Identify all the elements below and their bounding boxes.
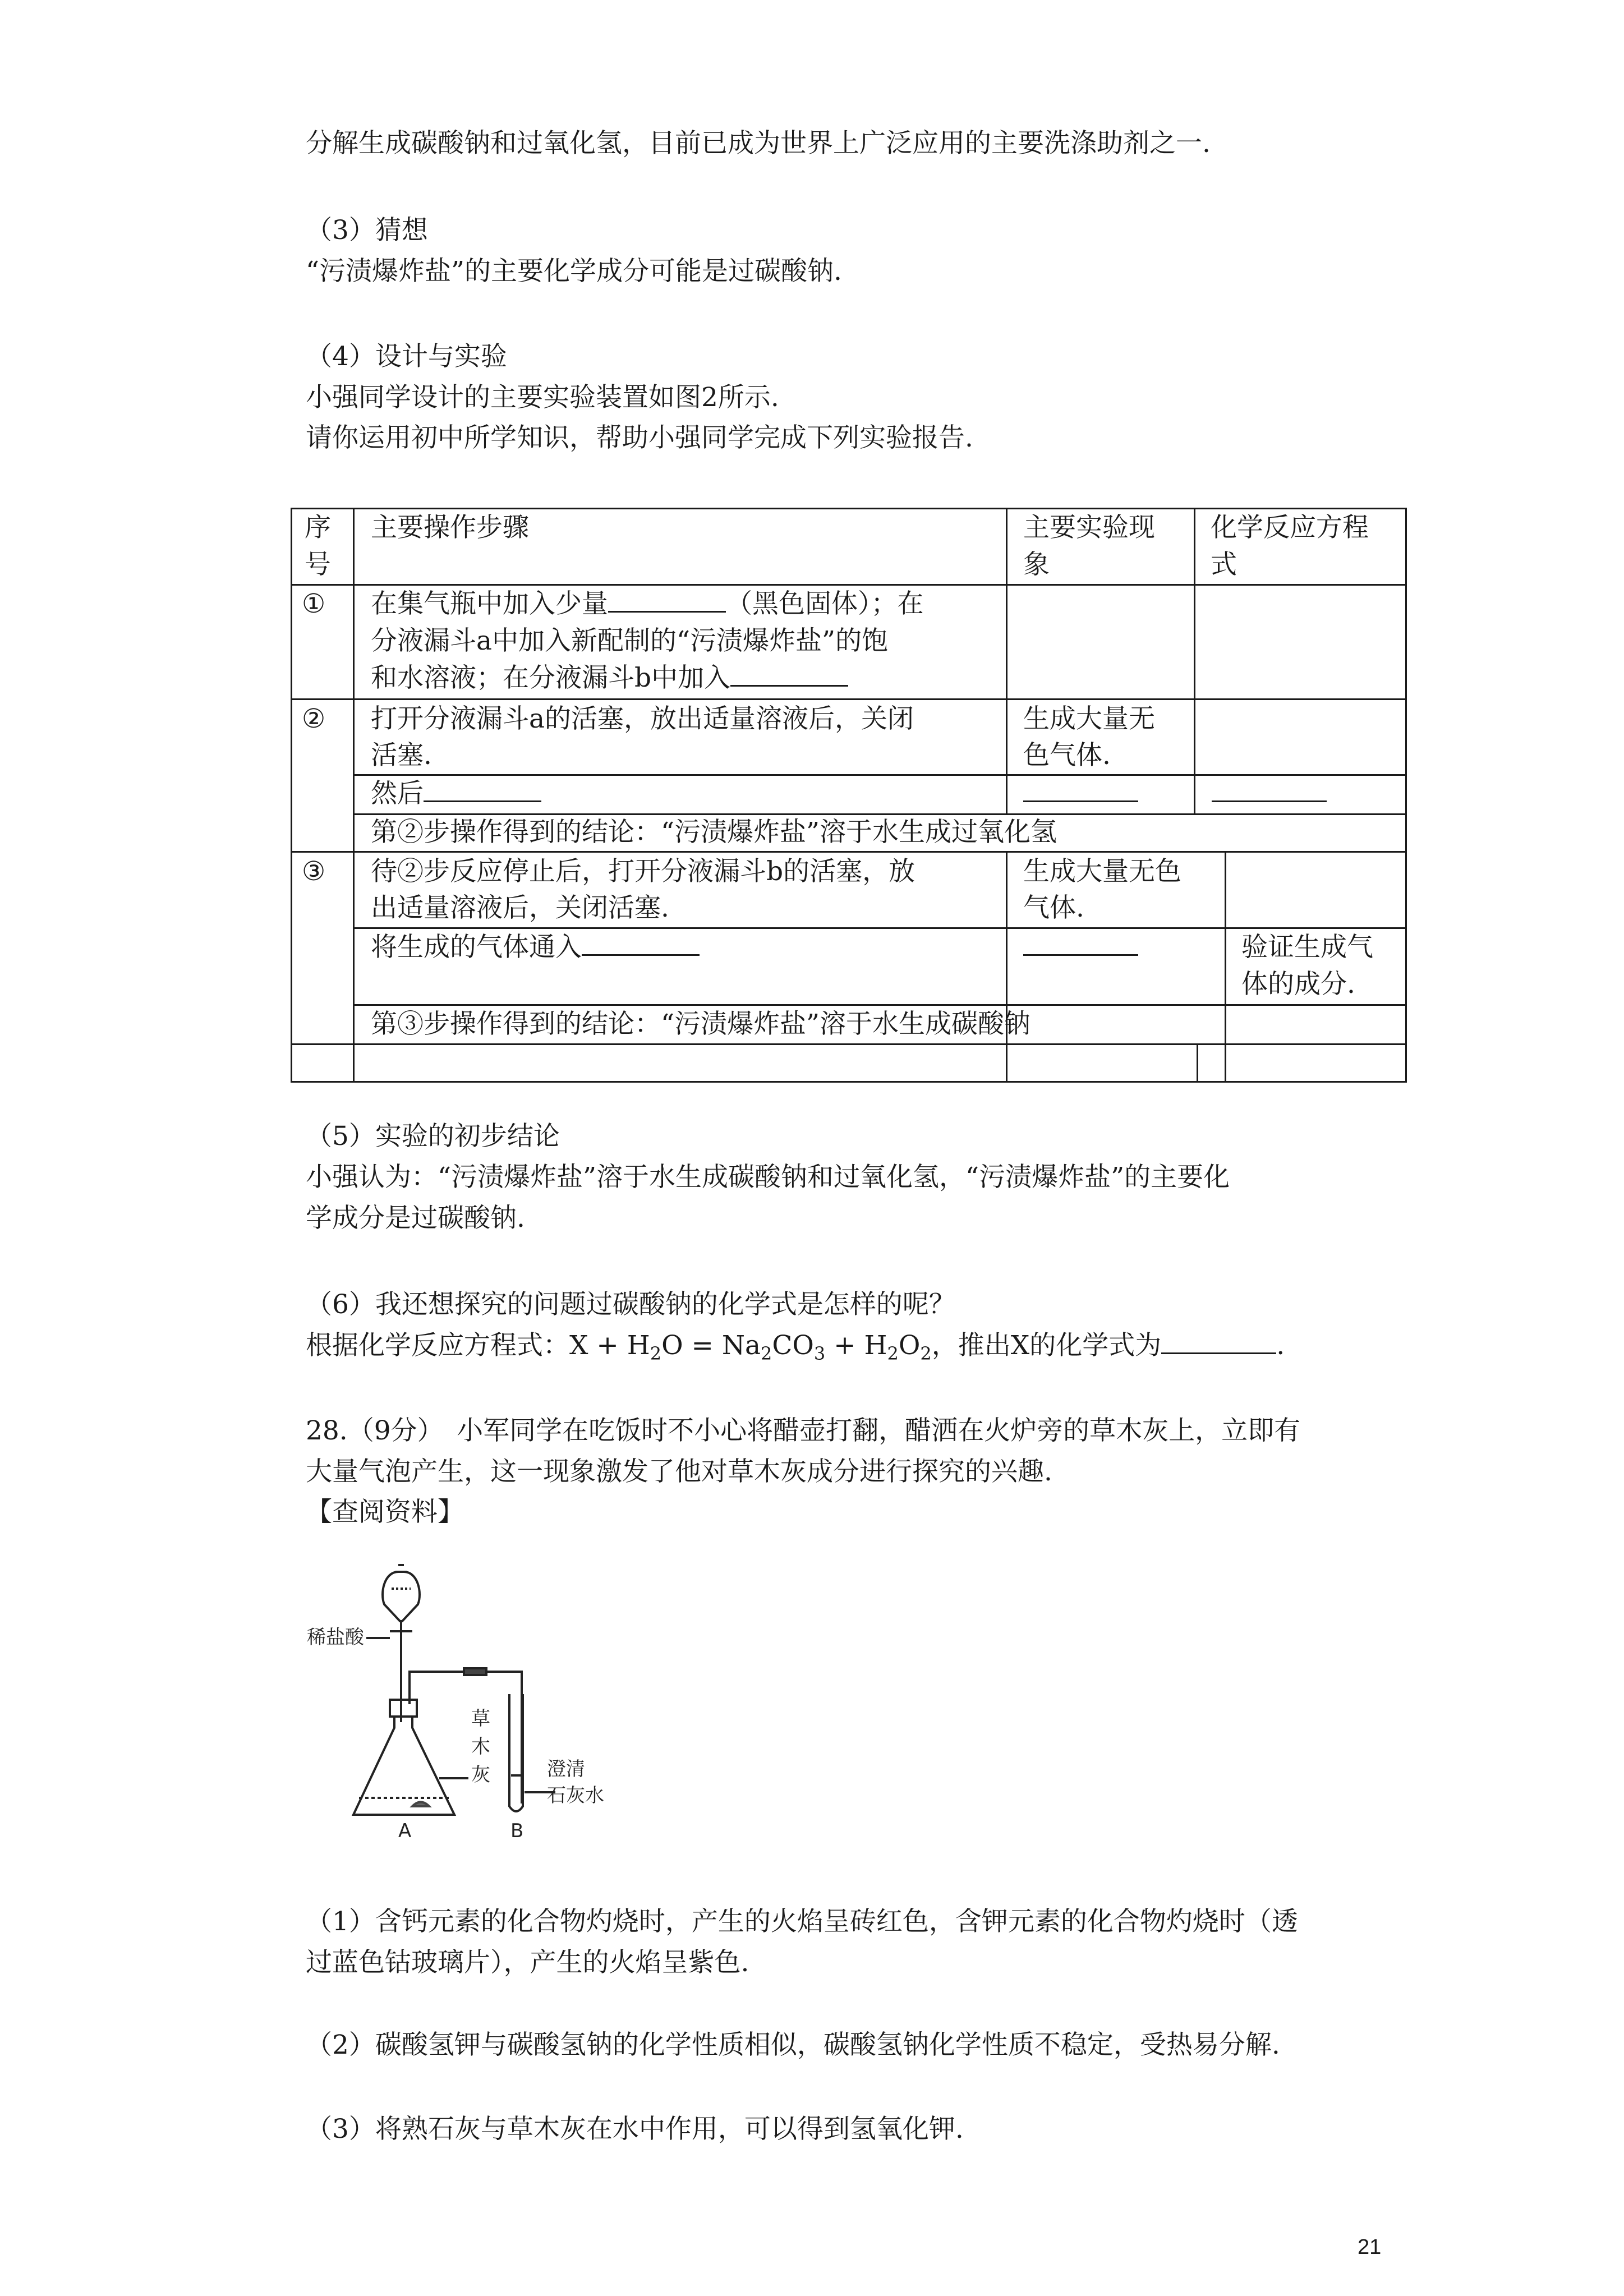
section-title: （4）设计与实验 [306, 341, 507, 372]
row-number: ③ [302, 856, 326, 887]
flask-body [353, 1717, 454, 1815]
header-equation: 式 [1211, 549, 1237, 580]
question-text: 28.（9分） 小军同学在吃饭时不小心将醋壶打翻，醋洒在火炉旁的草木灰上，立即有 [306, 1415, 1301, 1446]
header-no: 号 [305, 549, 331, 580]
answer-blank[interactable] [1023, 800, 1138, 802]
reference-text: （3）将熟石灰与草木灰在水中作用，可以得到氢氧化钾. [306, 2114, 964, 2145]
step-text: 打开分液漏斗a的活塞，放出适量溶液后，关闭 [371, 703, 914, 734]
text-line: 分解生成碳酸钠和过氧化氢，目前已成为世界上广泛应用的主要洗涤助剂之一. [306, 128, 1211, 159]
equation-blank-cell [1212, 775, 1327, 813]
header-no: 序 [305, 512, 331, 543]
answer-blank[interactable] [1023, 954, 1138, 956]
question-text: 大量气泡产生，这一现象激发了他对草木灰成分进行探究的兴趣. [306, 1456, 1052, 1487]
text-line: “污渍爆炸盐”的主要化学成分可能是过碳酸钠. [306, 256, 842, 287]
label-ash: 草 [471, 1708, 490, 1730]
text-line: 请你运用初中所学知识，帮助小强同学完成下列实验报告. [306, 422, 973, 453]
text-line: 小强同学设计的主要实验装置如图2所示. [306, 382, 779, 413]
answer-blank[interactable] [1212, 800, 1327, 802]
step-text: 和水溶液；在分液漏斗b中加入 [371, 659, 848, 697]
step-text: 活塞. [371, 740, 432, 771]
label-limewater: 石灰水 [547, 1784, 604, 1807]
conclusion-text: 第③步操作得到的结论：“污渍爆炸盐”溶于水生成碳酸钠 [371, 1009, 1031, 1039]
label-ash: 灰 [471, 1764, 490, 1786]
phenomenon-blank-cell [1023, 928, 1138, 967]
funnel-bulb [383, 1572, 420, 1621]
step-text: 待②步反应停止后，打开分液漏斗b的活塞，放 [371, 856, 915, 887]
row-number: ② [302, 703, 326, 734]
step-text: 出适量溶液后，关闭活塞. [371, 892, 669, 923]
row-number: ① [302, 588, 326, 619]
step-text: 将生成的气体通入 [371, 928, 700, 967]
reference-text: 过蓝色钴玻璃片），产生的火焰呈紫色. [306, 1947, 749, 1978]
header-steps: 主要操作步骤 [371, 512, 529, 543]
answer-blank[interactable] [582, 954, 700, 956]
label-ash: 木 [471, 1736, 490, 1758]
section-title: （6）我还想探究的问题过碳酸钠的化学式是怎样的呢？ [306, 1289, 955, 1320]
phenomenon-blank-cell [1023, 775, 1138, 813]
text-line: 小强认为：“污渍爆炸盐”溶于水生成碳酸钠和过氧化氢，“污渍爆炸盐”的主要化 [306, 1162, 1230, 1193]
label-limewater: 澄清 [547, 1758, 585, 1780]
header-phenomenon: 象 [1023, 549, 1050, 580]
answer-blank[interactable] [730, 685, 848, 687]
delivery-tube [410, 1672, 522, 1803]
header-phenomenon: 主要实验现 [1023, 512, 1155, 543]
step-text: 在集气瓶中加入少量 （黑色固体）；在 [371, 588, 924, 619]
verify-text: 验证生成气 [1241, 932, 1373, 963]
answer-blank[interactable] [1161, 1352, 1276, 1354]
label-acid: 稀盐酸 [307, 1626, 364, 1649]
step-text: 然后 [371, 775, 541, 813]
page-number: 21 [1358, 2235, 1382, 2259]
text-line: 学成分是过碳酸钠. [306, 1203, 525, 1234]
answer-blank[interactable] [424, 800, 541, 802]
step-text: 分液漏斗a中加入新配制的“污渍爆炸盐”的饱 [371, 625, 889, 656]
phenomenon-text: 生成大量无色 [1023, 856, 1181, 887]
header-equation: 化学反应方程 [1211, 512, 1369, 543]
label-b: B [510, 1820, 524, 1840]
reference-text: （1）含钙元素的化合物灼烧时，产生的火焰呈砖红色，含钾元素的化合物灼烧时（透 [306, 1906, 1298, 1937]
verify-text: 体的成分. [1241, 969, 1355, 1000]
stopper [390, 1700, 417, 1717]
label-a: A [398, 1820, 412, 1840]
section-title: （3）猜想 [306, 215, 428, 246]
reference-text: （2）碳酸氢钾与碳酸氢钠的化学性质相似，碳酸氢钠化学性质不稳定，受热易分解. [306, 2030, 1280, 2060]
reference-heading: 【查阅资料】 [306, 1497, 464, 1527]
answer-blank[interactable] [608, 611, 726, 613]
phenomenon-text: 气体. [1023, 892, 1084, 923]
phenomenon-text: 色气体. [1023, 740, 1111, 771]
equation-line: 根据化学反应方程式：$X + H_2O = Na_2CO_3 + H_2O_2$，推出X的化学式为 . [306, 1330, 1285, 1364]
phenomenon-text: 生成大量无 [1023, 703, 1155, 734]
section-title: （5）实验的初步结论 [306, 1121, 560, 1152]
conclusion-text: 第②步操作得到的结论：“污渍爆炸盐”溶于水生成过氧化氢 [371, 817, 1057, 848]
experiment-report-table [291, 508, 1407, 1083]
apparatus-figure [306, 1559, 654, 1840]
